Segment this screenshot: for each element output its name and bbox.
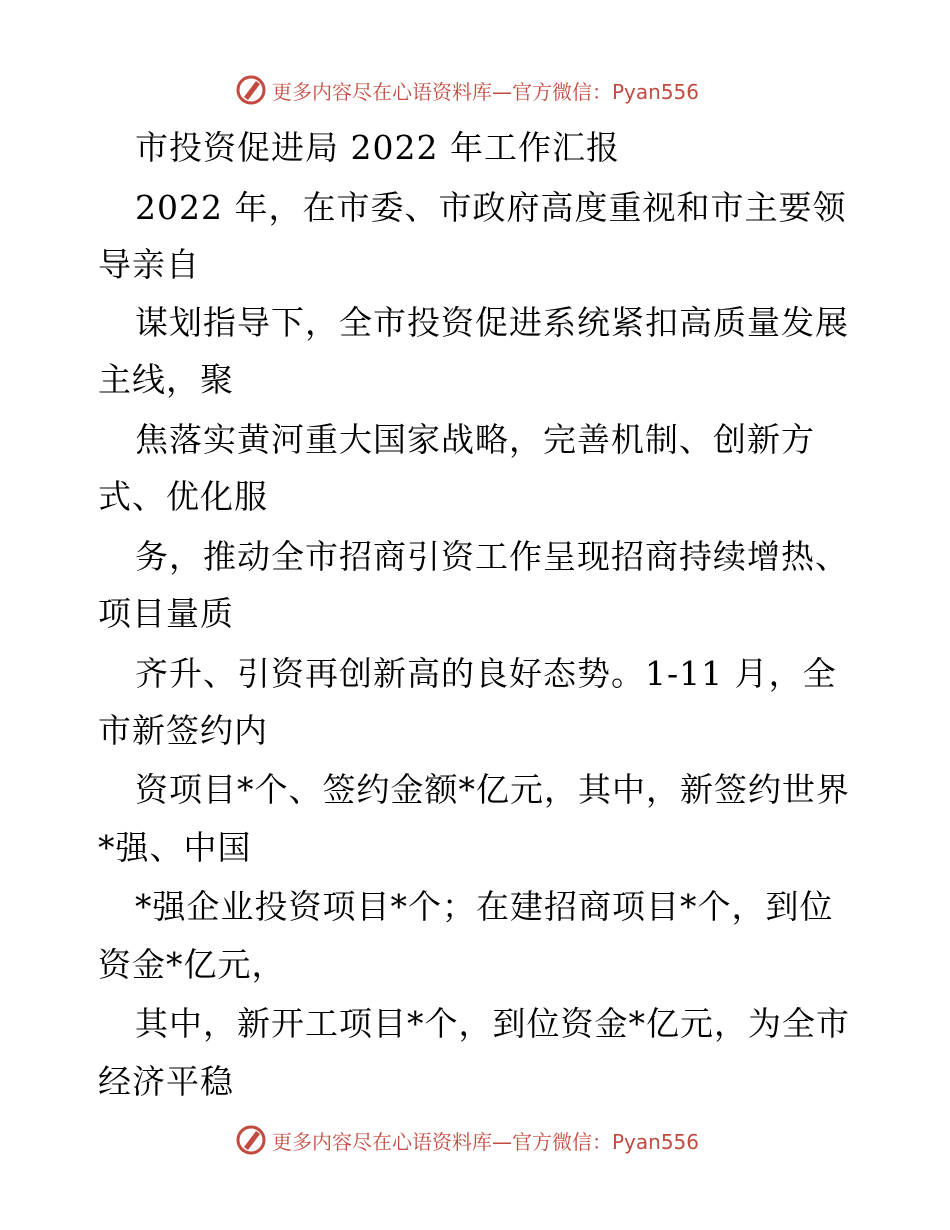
document-title: 市投资促进局 2022 年工作汇报 [135, 128, 620, 167]
body-line: *强企业投资项目*个；在建招商项目*个，到位 [135, 887, 834, 926]
body-line: 2022 年，在市委、市政府高度重视和市主要领 [135, 188, 847, 227]
watermark-text: 更多内容尽在心语资料库—官方微信：Pyan556 [272, 79, 700, 104]
watermark-text: 更多内容尽在心语资料库—官方微信：Pyan556 [272, 1129, 700, 1154]
footer-watermark [234, 1122, 699, 1158]
body-line: 齐升、引资再创新高的良好态势。1-11 月，全 [135, 654, 837, 693]
body-line: 导亲自 [98, 245, 200, 284]
body-line: 市新签约内 [98, 711, 268, 750]
body-line: 其中，新开工项目*个，到位资金*亿元，为全市 [135, 1004, 850, 1043]
body-line: 经济平稳 [98, 1062, 234, 1101]
body-line: 式、优化服 [98, 477, 268, 516]
body-line: 资金*亿元， [98, 945, 286, 984]
pen-logo-icon [234, 1123, 268, 1157]
body-line: 焦落实黄河重大国家战略，完善机制、创新方 [135, 420, 815, 459]
body-line: 务，推动全市招商引资工作呈现招商持续增热、 [135, 537, 849, 576]
body-line: 资项目*个、签约金额*亿元，其中，新签约世界 [135, 770, 850, 809]
body-line: 主线，聚 [98, 360, 234, 399]
body-line: 项目量质 [98, 594, 234, 633]
body-line: 谋划指导下，全市投资促进系统紧扣高质量发展 [135, 303, 849, 342]
body-line: *强、中国 [98, 828, 252, 867]
